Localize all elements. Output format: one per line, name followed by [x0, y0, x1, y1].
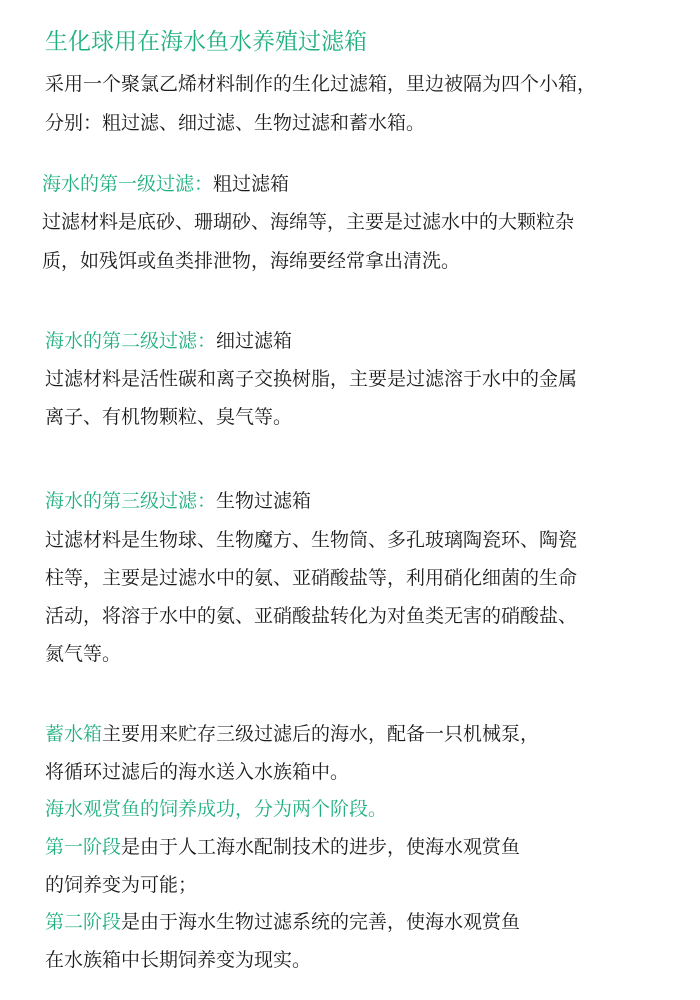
phase1-line-1	[45, 835, 520, 859]
phase1-term: 第一阶段	[45, 836, 122, 858]
stages-heading: 海水观赏鱼的饲养成功，分为两个阶段。	[45, 798, 388, 820]
storage-line-2: 将循环过滤后的海水送入水族箱中。	[45, 761, 350, 783]
intro-line-2: 分别：粗过滤、细过滤、生物过滤和蓄水箱。	[45, 112, 426, 134]
stage1-heading: 海水的第一级过滤：	[42, 173, 214, 195]
phase2-line-1	[45, 910, 520, 934]
stage2-name: 细过滤箱	[216, 330, 293, 352]
stage3-name: 生物过滤箱	[216, 490, 312, 512]
stage1-line-2: 质，如残饵或鱼类排泄物，海绵要经常拿出清洗。	[42, 250, 461, 272]
stage2-line-2: 离子、有机物颗粒、臭气等。	[45, 406, 293, 428]
stage3-line-1: 过滤材料是生物球、生物魔方、生物筒、多孔玻璃陶瓷环、陶瓷	[45, 529, 578, 551]
phase2-term: 第二阶段	[45, 911, 122, 933]
stage2-line-1: 过滤材料是活性碳和离子交换树脂，主要是过滤溶于水中的金属	[45, 368, 578, 390]
stage1-name: 粗过滤箱	[213, 173, 290, 195]
stage3-heading: 海水的第三级过滤：	[45, 490, 217, 512]
page-title: 生化球用在海水鱼水养殖过滤箱	[45, 29, 367, 55]
phase1-text: 是由于人工海水配制技术的进步，使海水观赏鱼	[121, 836, 521, 858]
phase1-line-2: 的饲养变为可能；	[45, 874, 198, 896]
phase2-text: 是由于海水生物过滤系统的完善，使海水观赏鱼	[121, 911, 521, 933]
stage3-line-3: 活动，将溶于水中的氨、亚硝酸盐转化为对鱼类无害的硝酸盐、	[45, 605, 578, 627]
storage-text: 主要用来贮存三级过滤后的海水，配备一只机械泵，	[102, 723, 540, 745]
storage-term: 蓄水箱	[45, 723, 103, 745]
storage-line-1	[45, 722, 539, 746]
phase2-line-2: 在水族箱中长期饲养变为现实。	[45, 949, 312, 971]
stage2-heading-row	[45, 329, 292, 353]
intro-line-1: 采用一个聚氯乙烯材料制作的生化过滤箱，里边被隔为四个小箱，	[45, 73, 597, 95]
stage1-line-1: 过滤材料是底砂、珊瑚砂、海绵等，主要是过滤水中的大颗粒杂	[42, 211, 575, 233]
stage2-heading: 海水的第二级过滤：	[45, 330, 217, 352]
stage3-heading-row	[45, 489, 311, 513]
stage3-line-4: 氮气等。	[45, 643, 122, 665]
stage1-heading-row	[42, 172, 289, 196]
stage3-line-2: 柱等，主要是过滤水中的氨、亚硝酸盐等，利用硝化细菌的生命	[45, 567, 578, 589]
